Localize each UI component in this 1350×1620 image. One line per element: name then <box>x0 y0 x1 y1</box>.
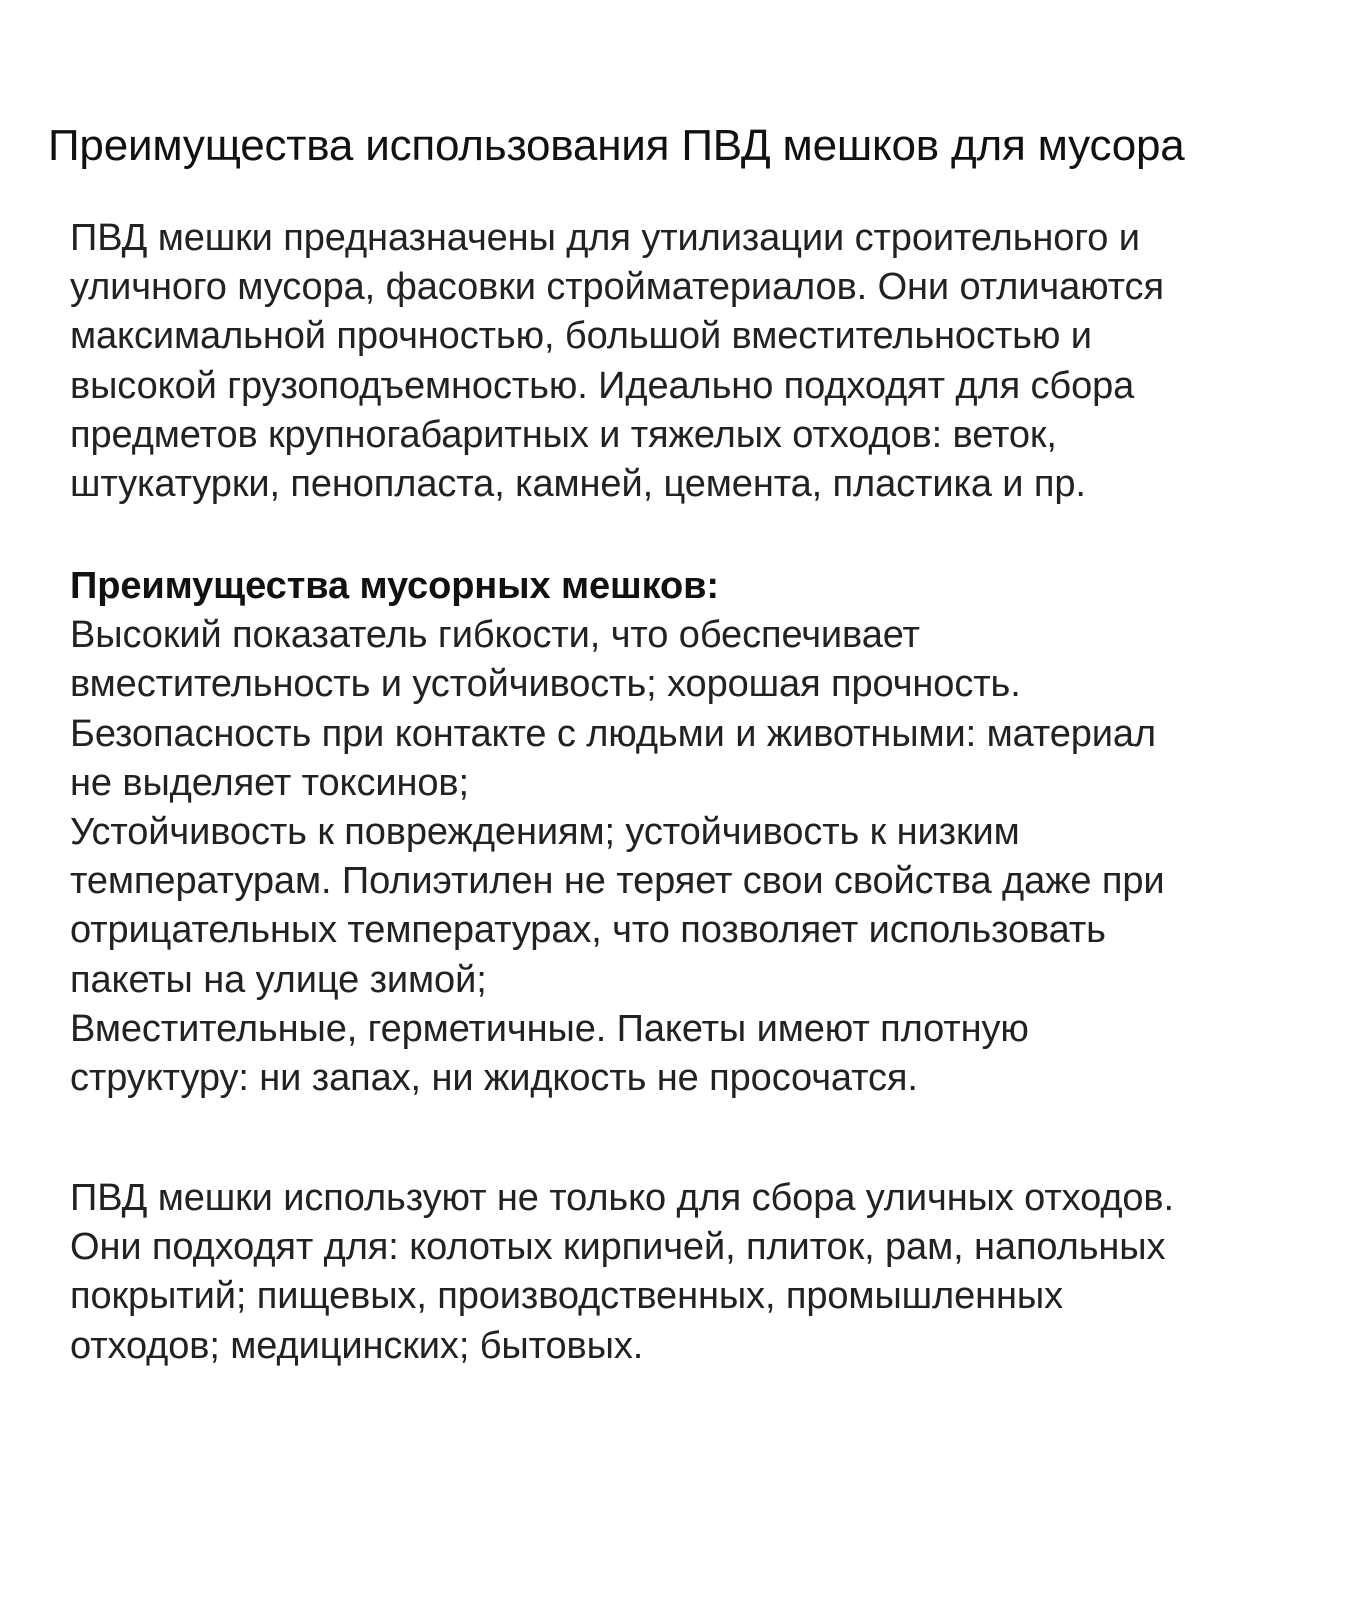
intro-line: уличного мусора, фасовки стройматериалов. Они отличаются <box>70 266 1164 309</box>
intro-line: предметов крупногабаритных и тяжелых отходов: веток, <box>70 413 1057 456</box>
page-title: Преимущества использования ПВД мешков для мусора <box>48 121 1185 170</box>
advantages-line: температурам. Полиэтилен не теряет свои свойства даже при <box>70 860 1165 903</box>
usage-line: покрытий; пищевых, производственных, промышленных <box>70 1275 1064 1318</box>
intro-paragraph <box>70 214 1310 509</box>
usage-line: Они подходят для: колотых кирпичей, плиток, рам, напольных <box>70 1226 1166 1269</box>
advantages-line: не выделяет токсинов; <box>70 761 469 804</box>
advantages-section <box>70 562 1310 1103</box>
usage-line: отходов; медицинских; бытовых. <box>70 1324 644 1367</box>
advantages-line: вместительность и устойчивость; хорошая прочность. <box>70 663 1021 706</box>
advantages-line: Безопасность при контакте с людьми и животными: материал <box>70 712 1156 755</box>
usage-line: ПВД мешки используют не только для сбора уличных отходов. <box>70 1177 1174 1219</box>
advantages-line: Высокий показатель гибкости, что обеспечивает <box>70 614 920 657</box>
intro-line: штукатурки, пенопласта, камней, цемента, пластика и пр. <box>70 463 1086 506</box>
advantages-line: Устойчивость к повреждениям; устойчивость к низким <box>70 811 1020 854</box>
advantages-line: структуру: ни запах, ни жидкость не просочатся. <box>70 1057 918 1100</box>
advantages-line: отрицательных температурах, что позволяет использовать <box>70 909 1106 952</box>
advantages-heading: Преимущества мусорных мешков: <box>70 565 719 607</box>
intro-line: ПВД мешки предназначены для утилизации строительного и <box>70 217 1140 259</box>
intro-line: высокой грузоподъемностью. Идеально подходят для сбора <box>70 364 1135 407</box>
usage-paragraph <box>70 1174 1310 1371</box>
advantages-line: Вместительные, герметичные. Пакеты имеют плотную <box>70 1007 1029 1050</box>
advantages-line: пакеты на улице зимой; <box>70 958 487 1001</box>
intro-line: максимальной прочностью, большой вместительностью и <box>70 315 1092 358</box>
